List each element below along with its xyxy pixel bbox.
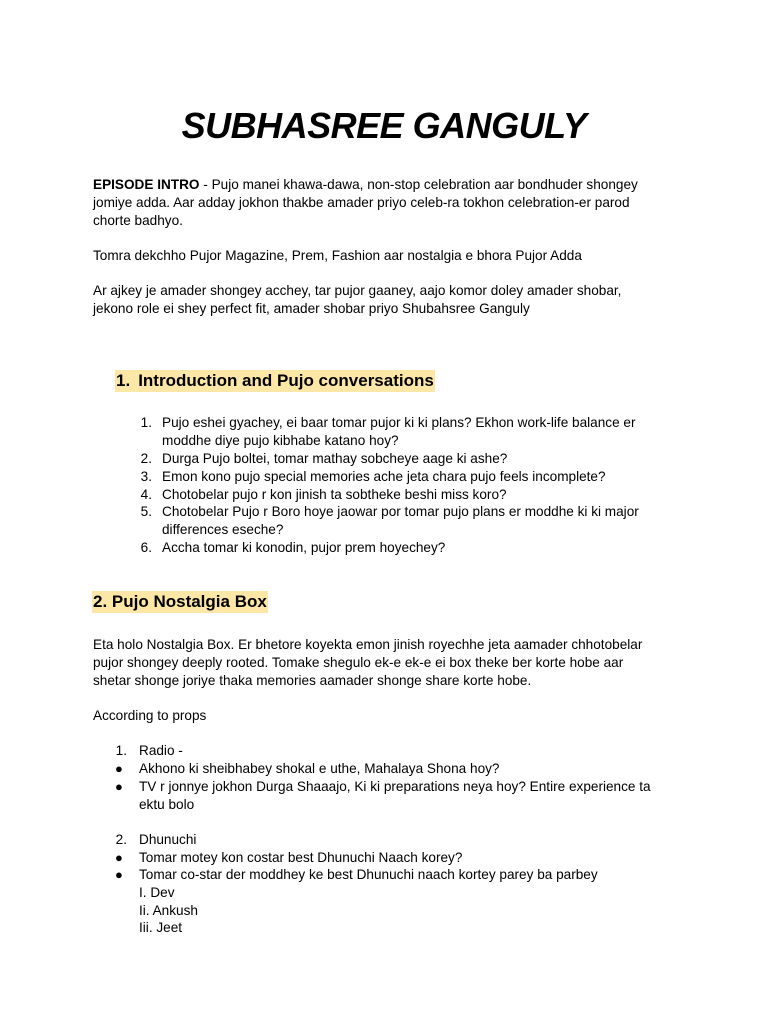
option-item: I. Dev [139, 885, 175, 900]
option-item: Iii. Jeet [139, 920, 183, 935]
episode-intro-text-3: chorte badhyo. [93, 212, 183, 228]
episode-intro-label: EPISODE INTRO [93, 177, 200, 192]
episode-intro-paragraph [93, 176, 693, 229]
section-1-number: 1. [116, 371, 131, 390]
list-item [0, 486, 768, 504]
list-number: 3. [140, 469, 152, 484]
episode-intro-text-1: - Pujo manei khawa-dawa, non-stop celebration aar bondhuder shongey [199, 177, 638, 192]
list-text: Accha tomar ki konodin, pujor prem hoyechey? [162, 540, 446, 555]
list-number: 6. [140, 540, 152, 555]
list-text-continued: moddhe diye pujo kibhabe katano hoy? [162, 433, 399, 448]
list-item [0, 414, 768, 450]
list-number: 5. [140, 504, 152, 519]
bullet-text: Tomar co-star der moddhey ke best Dhunuchi naach kortey parey ba parbey [139, 867, 598, 882]
list-text: Emon kono pujo special memories ache jeta chara pujo feels incomplete? [162, 469, 606, 484]
list-number: 1. [140, 415, 152, 430]
prop-item-dhunuchi [0, 831, 768, 849]
bullet-icon: ● [115, 850, 123, 865]
bullet-text: TV r jonnye jokhon Durga Shaaajo, Ki ki preparations neya hoy? Entire experience ta [139, 779, 651, 794]
list-number: 4. [140, 487, 152, 502]
episode-intro-text-2: jomiye adda. Aar adday jokhon thakbe amader priyo celeb-ra tokhon celebration-er parod [93, 194, 630, 210]
list-number: 2. [140, 451, 152, 466]
props-label: According to props [93, 708, 207, 723]
list-item [0, 539, 768, 557]
guest-intro-line-2: jekono role ei shey perfect fit, amader shobar priyo Shubahsree Ganguly [93, 300, 530, 316]
bullet-item [0, 849, 768, 867]
guest-intro-paragraph [93, 282, 693, 318]
page-title: SUBHASREE GANGULY [181, 105, 587, 146]
prop-name: Dhunuchi [139, 832, 197, 847]
list-text: Pujo eshei gyachey, ei baar tomar pujor ki ki plans? Ekhon work-life balance er [162, 415, 636, 430]
list-item [0, 450, 768, 468]
description-line-3: shetar shonge joriye thaka memories aamader shonge share korte hobe. [93, 672, 532, 688]
bullet-icon: ● [115, 779, 123, 794]
list-item [0, 468, 768, 486]
list-number: 2. [115, 832, 127, 847]
bullet-text: Tomar motey kon costar best Dhunuchi Naach korey? [139, 850, 463, 865]
bullet-icon: ● [115, 761, 123, 776]
description-line-1: Eta holo Nostalgia Box. Er bhetore koyekta emon jinish royechhe jeta aamader chhotobelar [93, 637, 643, 652]
bullet-icon: ● [115, 867, 123, 882]
prop-name: Radio - [139, 743, 183, 758]
list-number: 1. [115, 743, 127, 758]
section-1-title: Introduction and Pujo conversations [138, 371, 434, 390]
list-text-continued: differences eseche? [162, 522, 284, 537]
list-item [0, 503, 768, 539]
section-1-heading [115, 370, 435, 392]
bullet-item [0, 866, 768, 884]
bullet-item [0, 778, 768, 814]
prop-item-radio [0, 742, 768, 760]
description-line-2: pujor shongey deeply rooted. Tomake shegulo ek-e ek-e ei box theke ber korte hobe aar [93, 654, 624, 670]
guest-intro-line-1: Ar ajkey je amader shongey acchey, tar pujor gaaney, aajo komor doley amader shobar, [93, 283, 622, 298]
list-text: Durga Pujo boltei, tomar mathay sobcheye aage ki ashe? [162, 451, 508, 466]
bullet-text: Akhono ki sheibhabey shokal e uthe, Mahalaya Shona hoy? [139, 761, 500, 776]
list-text: Chotobelar pujo r kon jinish ta sobtheke beshi miss koro? [162, 487, 507, 502]
option-item: Ii. Ankush [139, 903, 198, 918]
bullet-text-continued: ektu bolo [139, 797, 195, 812]
bullet-item [0, 760, 768, 778]
magazine-paragraph: Tomra dekchho Pujor Magazine, Prem, Fashion aar nostalgia e bhora Pujor Adda [93, 248, 582, 263]
list-text: Chotobelar Pujo r Boro hoye jaowar por tomar pujo plans er moddhe ki ki major [162, 504, 639, 519]
nostalgia-box-description [93, 636, 693, 689]
section-2-heading: 2. Pujo Nostalgia Box [93, 592, 267, 611]
